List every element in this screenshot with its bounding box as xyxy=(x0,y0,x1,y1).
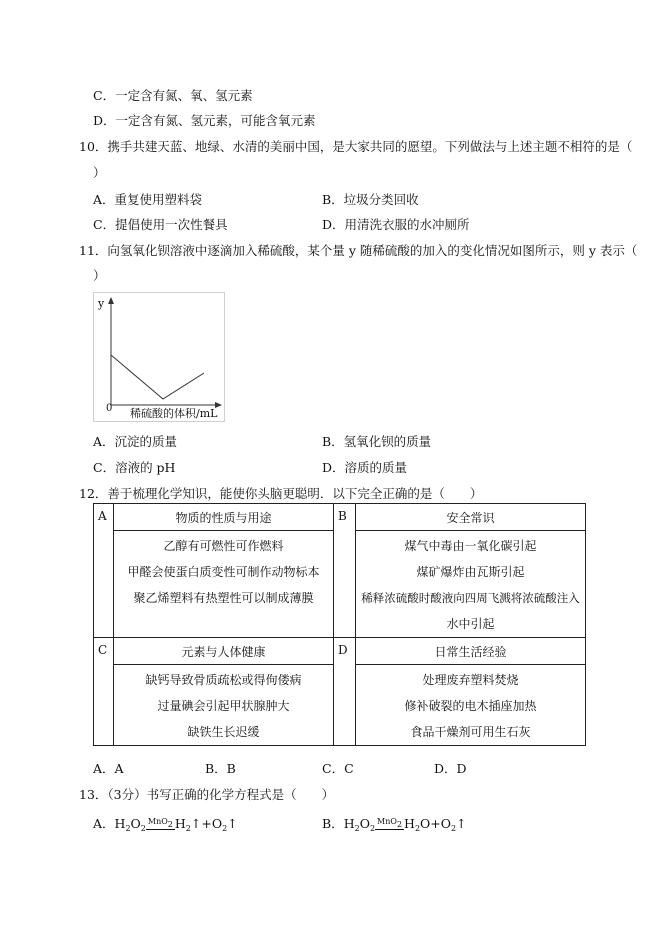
cell-a-line: 乙醇有可燃性可作燃料 xyxy=(163,539,284,553)
subscript: 2 xyxy=(140,824,146,833)
cell-a-line: 甲醛会使蛋白质变性可制作动物标本 xyxy=(127,565,320,579)
cell-b-line: 煤矿爆炸由瓦斯引起 xyxy=(416,565,525,579)
q13-a-reactant-o: O xyxy=(130,816,141,831)
cell-label-b: B xyxy=(334,504,356,638)
cell-d-line: 食品干燥剂可用生石灰 xyxy=(410,725,531,739)
cell-title-b: 安全常识 xyxy=(356,504,586,531)
subscript: 2 xyxy=(451,824,457,833)
q13-stem: 13．（3分）书写正确的化学方程式是（ ） xyxy=(79,787,335,802)
cell-a-line: 聚乙烯塑料有热塑性可以制成薄膜 xyxy=(133,591,314,605)
q13-a-reactant: H xyxy=(114,816,126,831)
q13-b-prefix: B． xyxy=(322,816,344,831)
q11-graph-origin: 0 xyxy=(106,403,113,414)
cell-label-a: A xyxy=(94,504,114,638)
cell-body-a xyxy=(114,531,334,638)
q13-b-product-tail: O+O xyxy=(420,816,452,831)
q12-option-a: A．A xyxy=(93,761,124,776)
cell-title-a: 物质的性质与用途 xyxy=(114,504,334,531)
subscript: 2 xyxy=(369,824,376,833)
q11-stem: 11．向氢氧化钡溶液中逐滴加入稀硫酸，某个量 y 随稀硫酸的加入的变化情况如图所示，则 y 表示（ xyxy=(79,243,638,258)
q13-a-condition xyxy=(146,817,175,830)
subscript: 2 xyxy=(167,820,173,829)
cell-d-line: 处理废弃塑料焚烧 xyxy=(422,673,519,687)
q13-b-product: H xyxy=(404,816,415,831)
q10-option-a: A．重复使用塑料袋 xyxy=(93,192,203,207)
condition-text: MnO xyxy=(377,817,397,826)
gas-arrow-icon: ↑ xyxy=(456,816,467,831)
q11-option-c: C．溶液的 pH xyxy=(93,460,176,475)
cell-b-line: 煤气中毒由一氧化碳引起 xyxy=(404,539,537,553)
q13-a-plus-o: +O xyxy=(201,816,223,831)
q9-option-d: D．一定含有氮、氢元素，可能含氧元素 xyxy=(93,113,316,128)
gas-arrow-icon: ↑ xyxy=(227,816,238,831)
subscript: 2 xyxy=(396,820,403,829)
q11-graph-y-label: y xyxy=(98,297,105,310)
y-curve xyxy=(111,355,204,399)
q13-option-b xyxy=(322,814,467,833)
q13-a-prefix: A． xyxy=(93,816,115,831)
q12-option-c: C．C xyxy=(322,761,354,776)
q13-a-product: H xyxy=(174,816,186,831)
q11-graph xyxy=(93,292,225,422)
subscript: 2 xyxy=(414,824,421,833)
q9-option-c: C．一定含有氮、氧、氢元素 xyxy=(93,88,253,103)
q10-option-b: B．垃圾分类回收 xyxy=(322,192,419,207)
q12-option-d: D．D xyxy=(434,761,467,776)
cell-body-b xyxy=(356,531,586,638)
cell-title-d: 日常生活经验 xyxy=(356,638,586,665)
cell-c-line: 缺铁生长迟缓 xyxy=(187,725,260,739)
subscript: 2 xyxy=(354,824,360,833)
cell-b-line: 稀释浓硫酸时酸液向四周飞溅将浓硫酸注入 xyxy=(361,591,580,605)
q10-stem-close: ） xyxy=(93,165,106,180)
condition-text: MnO xyxy=(147,817,168,826)
q11-option-d: D．溶质的质量 xyxy=(322,460,408,475)
cell-b-line: 水中引起 xyxy=(446,617,495,631)
cell-title-c: 元素与人体健康 xyxy=(114,638,334,665)
q13-b-reactant-o: O xyxy=(359,816,370,831)
cell-c-line: 缺钙导致骨质疏松或得佝偻病 xyxy=(145,673,302,687)
q12-stem: 12．善于梳理化学知识，能使你头脑更聪明．以下完全正确的是（ ） xyxy=(79,486,483,501)
q11-graph-svg xyxy=(94,293,224,421)
cell-body-d xyxy=(356,665,586,746)
q10-stem: 10．携手共建天蓝、地绿、水清的美丽中国，是大家共同的愿望。下列做法与上述主题不相符的是（ xyxy=(79,139,633,154)
q13-b-reactant: H xyxy=(343,816,355,831)
subscript: 2 xyxy=(125,824,131,833)
q11-option-b: B．氢氧化钡的质量 xyxy=(322,434,432,449)
q11-graph-x-label: 稀硫酸的体积/mL xyxy=(130,407,218,420)
q10-option-d: D．用清洗衣服的水冲厕所 xyxy=(322,217,470,232)
q12-table xyxy=(93,503,586,746)
q12-option-b: B．B xyxy=(205,761,236,776)
q11-stem-close: ） xyxy=(93,268,106,283)
y-axis-arrow xyxy=(108,297,114,304)
cell-label-c: C xyxy=(94,638,114,746)
cell-d-line: 修补破裂的电木插座加热 xyxy=(404,699,537,713)
cell-label-d: D xyxy=(334,638,356,746)
q10-option-c: C．提倡使用一次性餐具 xyxy=(93,217,228,232)
subscript: 2 xyxy=(222,824,228,833)
q13-option-a xyxy=(93,814,238,833)
cell-body-c xyxy=(114,665,334,746)
q11-option-a: A．沉淀的质量 xyxy=(93,434,178,449)
cell-c-line: 过量碘会引起甲状腺肿大 xyxy=(157,699,290,713)
subscript: 2 xyxy=(185,824,191,833)
q13-b-condition xyxy=(375,817,404,830)
gas-arrow-icon: ↑ xyxy=(190,816,202,831)
